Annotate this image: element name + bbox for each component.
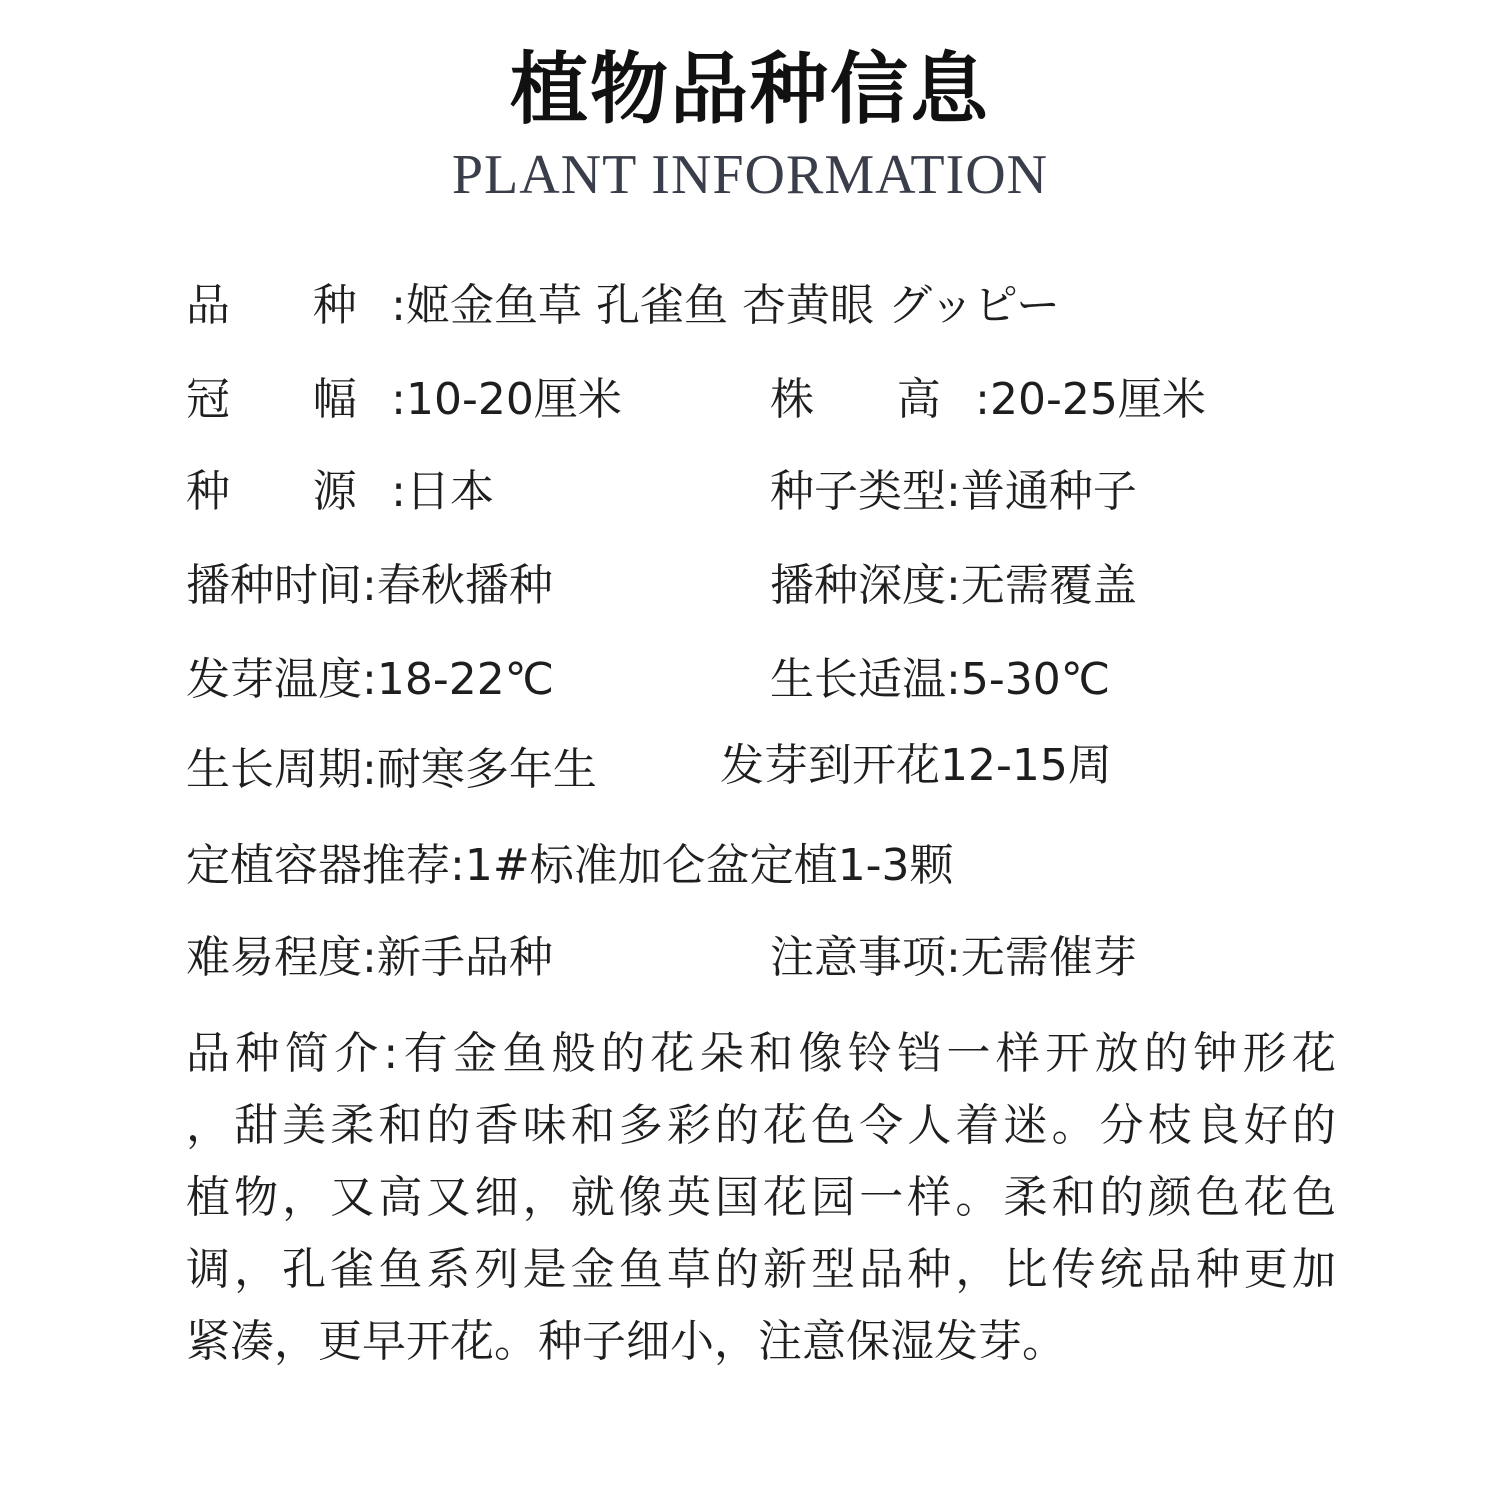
cycle-extra-row [720,736,1112,796]
germ-temp-row [186,650,554,710]
origin-label: 种 源: [186,466,406,517]
intro-paragraph [186,1018,1336,1378]
variety-value: 姬金鱼草 孔雀鱼 杏黄眼 グッピー [406,280,1060,331]
cycle-extra-value: 发芽到开花12-15周 [720,740,1112,791]
difficulty-label: 难易程度: [186,932,377,983]
grow-temp-value: 5-30℃ [960,654,1111,705]
sowing-time-row [186,556,553,616]
cycle-value: 耐寒多年生 [376,744,597,795]
intro-line-5: 紧凑，更早开花。种子细小，注意保湿发芽。 [186,1316,1066,1367]
seed-type-row [770,462,1137,522]
height-value: 20-25厘米 [990,374,1206,425]
notes-label: 注意事项: [770,932,961,983]
height-label: 株 高: [770,374,990,425]
germ-temp-label: 发芽温度: [186,654,377,705]
notes-value: 无需催芽 [960,932,1137,983]
origin-value: 日本 [406,466,494,517]
crown-value: 10-20厘米 [406,374,622,425]
cycle-label: 生长周期: [186,744,377,795]
page-subtitle: PLANT INFORMATION [451,144,1049,206]
container-row [186,836,954,896]
difficulty-value: 新手品种 [376,932,553,983]
grow-temp-row [770,650,1110,710]
intro-line-3: 植物，又高又细，就像英国花园一样。柔和的颜色花色 [186,1172,1336,1223]
origin-row [186,462,494,522]
germ-temp-value: 18-22℃ [376,654,555,705]
sowing-depth-value: 无需覆盖 [960,560,1137,611]
intro-line-4: 调，孔雀鱼系列是金鱼草的新型品种，比传统品种更加 [186,1244,1336,1295]
intro-line-2: ，甜美柔和的香味和多彩的花色令人着迷。分枝良好的 [186,1100,1336,1151]
crown-label: 冠 幅: [186,374,406,425]
seed-type-value: 普通种子 [960,466,1137,517]
grow-temp-label: 生长适温: [770,654,961,705]
sowing-time-value: 春秋播种 [376,560,553,611]
container-label: 定植容器推荐: [186,840,465,891]
notes-row [770,928,1137,988]
variety-label: 品 种: [186,280,406,331]
cycle-row [186,740,597,800]
height-row [770,370,1206,430]
intro-line-1: 品种简介:有金鱼般的花朵和像铃铛一样开放的钟形花 [186,1028,1336,1079]
sowing-depth-row [770,556,1137,616]
variety-row [186,276,1060,336]
intro-label: 品种简介: [186,1028,399,1079]
difficulty-row [186,928,553,988]
container-value: 1#标准加仑盆定植1-3颗 [464,840,954,891]
page-title: 植物品种信息 [509,45,990,135]
sowing-depth-label: 播种深度: [770,560,961,611]
seed-type-label: 种子类型: [770,466,961,517]
sowing-time-label: 播种时间: [186,560,377,611]
crown-row [186,370,622,430]
